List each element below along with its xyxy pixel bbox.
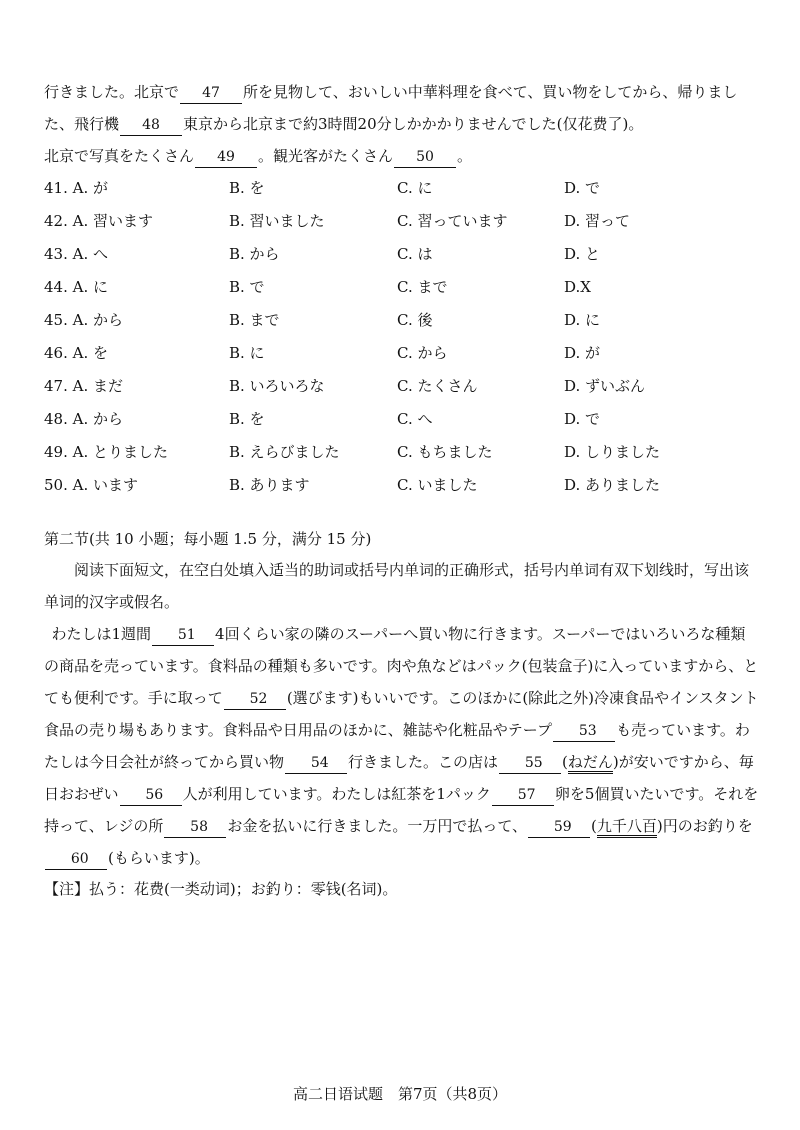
passage-text: 行きました。この店は [348, 753, 499, 771]
passage-text: 東京から北京まで約3時間20分しかかかりませんでした(仅花费了)。 [183, 115, 644, 133]
option-a[interactable]: 44. A. に [44, 278, 108, 296]
option-b[interactable]: B. で [229, 278, 265, 296]
option-d[interactable]: D. で [564, 179, 601, 197]
passage-text: わたしは1週間 [51, 625, 152, 643]
section-instruction: 阅读下面短文，在空白处填入适当的助词或括号内单词的正确形式，括号内单词有双下划线时，写出该单词的汉字或假名。 [44, 561, 750, 611]
passage-text: 。 [457, 147, 473, 165]
option-a[interactable]: 43. A. へ [44, 245, 108, 263]
passage-text: )が安いですから、毎日おおぜい [44, 753, 754, 803]
paren: ( [591, 817, 597, 835]
page-footer: 高二日语试题 第7页（共8页） [292, 1085, 508, 1103]
passage-text: (選びます)もいいです。このほかに(除此之外)冷凍食品やインスタント食品の売り場もあります。食料品や日用品のほかに、雑誌や化粧品やテープ [44, 689, 759, 739]
passage-text: も売っています。わたしは今日会社が終ってから買い物 [44, 721, 750, 771]
question-row [44, 205, 760, 238]
note: 【注】払う：花费(一类动词)；お釣り：零钱(名词)。 [44, 880, 398, 898]
passage-text: 行きました。北京で [44, 83, 180, 101]
blank-58[interactable]: 58 [164, 817, 226, 838]
double-underlined-word: ねだん [568, 753, 613, 774]
question-row [44, 304, 760, 337]
blank-60[interactable]: 60 [45, 849, 107, 870]
option-b[interactable]: B. から [229, 245, 280, 263]
passage-text: 4回くらい家の隣のスーパーへ買い物に行きます。スーパーではいろいろな種類の商品を売っています。食料品の種類も多いです。肉や魚などはパック(包装盒子)に入っていますから、とても便利です。手に取って [44, 625, 759, 707]
option-b[interactable]: B. を [229, 410, 265, 428]
option-c[interactable]: C. まで [397, 278, 448, 296]
passage-text: 北京で写真をたくさん [44, 147, 195, 165]
section-heading: 第二节(共 10 小题；每小题 1.5 分，满分 15 分) [44, 530, 372, 548]
blank-54[interactable]: 54 [285, 753, 347, 774]
option-a[interactable]: 49. A. とりました [44, 443, 168, 461]
passage-text: 人が利用しています。わたしは紅茶を1パック [182, 785, 491, 803]
passage-text: )円のお釣りを [656, 817, 753, 835]
page-body [44, 76, 760, 904]
option-a[interactable]: 48. A. から [44, 410, 123, 428]
option-b[interactable]: B. いろいろな [229, 377, 325, 395]
question-row [44, 370, 760, 403]
passage-2 [44, 618, 760, 874]
blank-52[interactable]: 52 [224, 689, 286, 710]
question-row [44, 337, 760, 370]
option-d[interactable]: D. と [564, 245, 601, 263]
question-row [44, 469, 760, 502]
option-d[interactable]: D. 習って [564, 212, 631, 230]
blank-55[interactable]: 55 [499, 753, 561, 774]
option-a[interactable]: 42. A. 習います [44, 212, 153, 230]
option-b[interactable]: B. 習いました [229, 212, 325, 230]
option-c[interactable]: C. 後 [397, 311, 433, 329]
option-d[interactable]: D. に [564, 311, 601, 329]
paren: ( [562, 753, 568, 771]
option-d[interactable]: D. で [564, 410, 601, 428]
passage-text: 卵を5個買いたいです。それを持って、レジの所 [44, 785, 759, 835]
option-a[interactable]: 47. A. まだ [44, 377, 123, 395]
option-a[interactable]: 45. A. から [44, 311, 123, 329]
passage-text: お金を払いに行きました。一万円で払って、 [227, 817, 528, 835]
option-c[interactable]: C. は [397, 245, 433, 263]
double-underlined-word: 九千八百 [597, 817, 657, 838]
question-row [44, 403, 760, 436]
options-list [44, 172, 760, 502]
blank-51[interactable]: 51 [152, 625, 214, 646]
option-c[interactable]: C. たくさん [397, 377, 478, 395]
blank-57[interactable]: 57 [492, 785, 554, 806]
option-d[interactable]: D. が [564, 344, 601, 362]
option-b[interactable]: B. えらびました [229, 443, 340, 461]
blank-50[interactable]: 50 [394, 147, 456, 168]
blank-56[interactable]: 56 [120, 785, 182, 806]
option-c[interactable]: C. から [397, 344, 448, 362]
option-b[interactable]: B. まで [229, 311, 280, 329]
passage-text: 。観光客がたくさん [258, 147, 394, 165]
option-b[interactable]: B. を [229, 179, 265, 197]
blank-59[interactable]: 59 [528, 817, 590, 838]
passage-text: りました、飛行機 [44, 83, 738, 133]
option-d[interactable]: D. しりました [564, 443, 661, 461]
option-c[interactable]: C. へ [397, 410, 433, 428]
option-b[interactable]: B. あります [229, 476, 310, 494]
question-row [44, 436, 760, 469]
question-row [44, 172, 760, 205]
passage-1 [44, 76, 760, 172]
option-c[interactable]: C. いました [397, 476, 478, 494]
blank-48[interactable]: 48 [120, 115, 182, 136]
option-d[interactable]: D. ずいぶん [564, 377, 646, 395]
option-c[interactable]: C. 習っています [397, 212, 508, 230]
option-d[interactable]: D. ありました [564, 476, 661, 494]
option-c[interactable]: C. もちました [397, 443, 493, 461]
blank-49[interactable]: 49 [195, 147, 257, 168]
option-a[interactable]: 41. A. が [44, 179, 108, 197]
passage-text: (もらいます)。 [108, 849, 210, 867]
option-b[interactable]: B. に [229, 344, 265, 362]
option-d[interactable]: D.X [564, 278, 591, 296]
question-row [44, 238, 760, 271]
option-a[interactable]: 46. A. を [44, 344, 108, 362]
blank-47[interactable]: 47 [180, 83, 242, 104]
question-row [44, 271, 760, 304]
option-c[interactable]: C. に [397, 179, 433, 197]
passage-text: 所を見物して、おいしい中華料理を食べて、買い物をしてから、帰 [243, 83, 693, 101]
blank-53[interactable]: 53 [553, 721, 615, 742]
option-a[interactable]: 50. A. います [44, 476, 138, 494]
